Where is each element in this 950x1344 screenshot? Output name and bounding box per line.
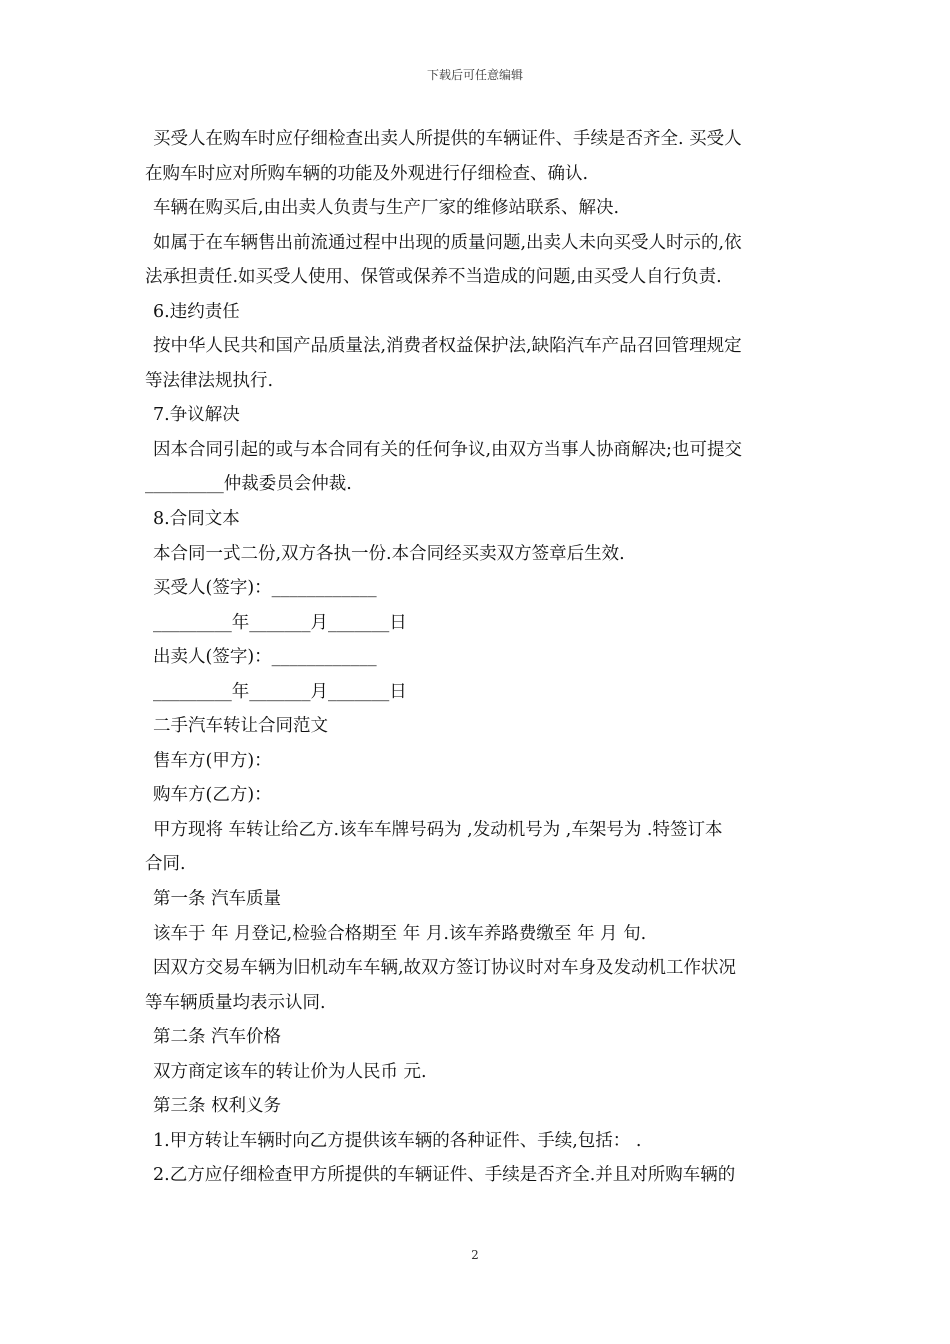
text-line: 因本合同引起的或与本合同有关的任何争议,由双方当事人协商解决;也可提交 <box>153 439 742 460</box>
text-line: 7.争议解决 <box>153 405 240 426</box>
text-line: 该车于 年 月登记,检验合格期至 年 月.该车养路费缴至 年 月 旬. <box>153 923 647 944</box>
text-line: 如属于在车辆售出前流通过程中出现的质量问题,出卖人未向买受人时示的,依 <box>153 232 742 253</box>
text-line: 本合同一式二份,双方各执一份.本合同经买卖双方签章后生效. <box>153 543 625 564</box>
text-line: 按中华人民共和国产品质量法,消费者权益保护法,缺陷汽车产品召回管理规定 <box>153 336 742 357</box>
page-header: 下载后可任意编辑 <box>426 68 523 82</box>
text-line: 第一条 汽车质量 <box>153 889 282 910</box>
text-line: 二手汽车转让合同范文 <box>153 716 328 737</box>
text-line: 等法律法规执行. <box>145 370 274 391</box>
text-line: 车辆在购买后,由出卖人负责与生产厂家的维修站联系、解决. <box>153 198 620 219</box>
text-line: 甲方现将 车转让给乙方.该车车牌号码为 ,发动机号为 ,车架号为 .特签订本 <box>153 819 723 840</box>
text-line: _________年_______月_______日 <box>153 681 407 702</box>
text-line: 售车方(甲方)： <box>153 750 272 771</box>
text-line: 第三条 权利义务 <box>153 1096 282 1117</box>
text-line: 买受人在购车时应仔细检查出卖人所提供的车辆证件、手续是否齐全. 买受人 <box>153 129 742 149</box>
text-line: 因双方交易车辆为旧机动车车辆,故双方签订协议时对车身及发动机工作状况 <box>153 958 737 979</box>
text-line: 6.违约责任 <box>153 301 240 322</box>
text-line: 法承担责任.如买受人使用、保管或保养不当造成的问题,由买受人自行负责. <box>145 267 722 288</box>
text-line: 合同. <box>145 854 186 875</box>
text-line: 出卖人(签字)：____________ <box>153 647 377 668</box>
text-line: 2.乙方应仔细检查甲方所提供的车辆证件、手续是否齐全.并且对所购车辆的 <box>153 1165 736 1186</box>
text-line: 第二条 汽车价格 <box>153 1027 282 1048</box>
text-line: 双方商定该车的转让价为人民币 元. <box>153 1061 427 1082</box>
text-line: 买受人(签字)：____________ <box>153 578 377 599</box>
page-number: 2 <box>471 1248 479 1262</box>
text-line: 购车方(乙方)： <box>153 785 272 806</box>
document-body <box>145 122 810 1193</box>
text-line: _________年_______月_______日 <box>153 612 407 633</box>
text-line: 在购车时应对所购车辆的功能及外观进行仔细检查、确认. <box>145 163 589 184</box>
text-line: _________仲裁委员会仲裁. <box>145 474 352 495</box>
text-line: 1.甲方转让车辆时向乙方提供该车辆的各种证件、手续,包括： . <box>153 1130 642 1151</box>
text-line: 8.合同文本 <box>153 509 240 530</box>
text-line: 等车辆质量均表示认同. <box>145 992 326 1013</box>
